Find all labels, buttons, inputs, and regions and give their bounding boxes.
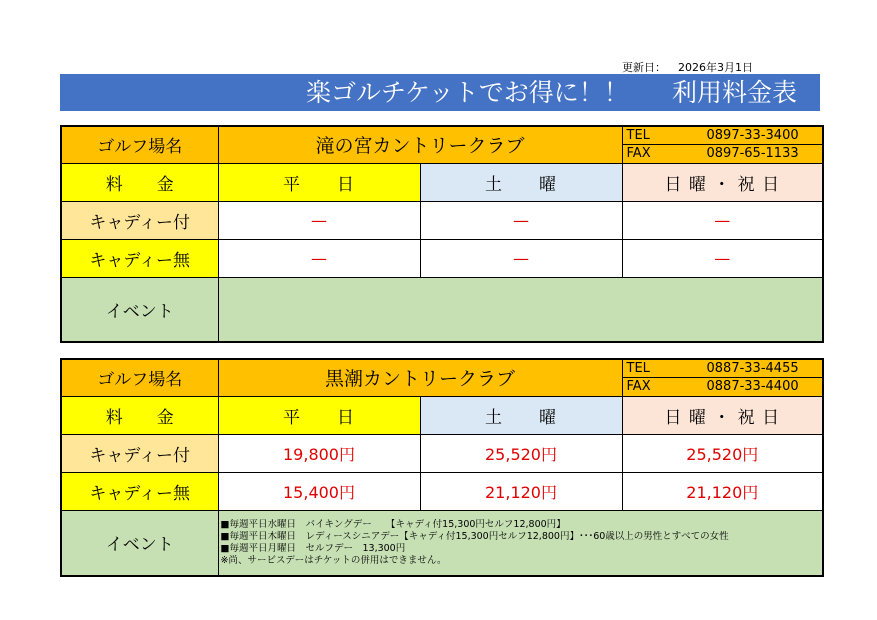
banner-subtitle: 利用料金表 [672, 78, 798, 107]
contact-cell [622, 359, 823, 396]
course-name-label: ゴルフ場名 [61, 126, 218, 163]
course-name-label: ゴルフ場名 [61, 359, 218, 396]
day-header-row [61, 163, 823, 201]
course-name: 滝の宮カントリークラブ [218, 126, 622, 163]
saturday-price: — [420, 239, 622, 277]
day-header-row [61, 396, 823, 434]
updated-value: 2026年3月1日 [678, 61, 753, 74]
fee-label: 料 金 [61, 163, 218, 201]
event-content [218, 277, 823, 342]
caddie-with-label: キャディー付 [61, 434, 218, 472]
event-line: ■毎週平日水曜日 バイキングデー 【キャディ付15,300円セルフ12,800円】 [220, 518, 566, 530]
saturday-price: 21,120円 [420, 472, 622, 510]
fax-line [623, 144, 823, 162]
contact-cell [622, 126, 823, 163]
caddie-with-label: キャディー付 [61, 201, 218, 239]
holiday-price: — [622, 201, 823, 239]
course-header-row [61, 126, 823, 163]
fee-label: 料 金 [61, 396, 218, 434]
table-row [61, 239, 823, 277]
saturday-price: 25,520円 [420, 434, 622, 472]
saturday-header: 土 曜 [420, 163, 622, 201]
caddie-without-label: キャディー無 [61, 472, 218, 510]
tel-number: 0897-33-3400 [706, 128, 799, 144]
banner-title: 楽ゴルチケットでお得に！！ [306, 78, 629, 107]
holiday-header: 日 曜 ・ 祝 日 [622, 163, 823, 201]
weekday-price: 15,400円 [218, 472, 420, 510]
weekday-price: 19,800円 [218, 434, 420, 472]
title-banner [60, 74, 820, 111]
tel-label: TEL [626, 128, 650, 144]
fax-number: 0887-33-4400 [706, 379, 799, 395]
updated-label: 更新日： [622, 61, 666, 74]
table-row [61, 201, 823, 239]
event-line: ※尚、サービスデーはチケットの併用はできません。 [220, 554, 447, 566]
course-header-row [61, 359, 823, 396]
course-table-takinomiya [60, 125, 824, 343]
tel-line [623, 127, 823, 144]
event-row [61, 510, 823, 576]
table-row [61, 434, 823, 472]
table-row [61, 472, 823, 510]
fax-label: FAX [626, 379, 651, 395]
saturday-price: — [420, 201, 622, 239]
holiday-price: — [622, 239, 823, 277]
event-label: イベント [61, 277, 218, 342]
updated-date [622, 59, 753, 75]
weekday-header: 平 日 [218, 396, 420, 434]
course-table-kuroshio [60, 358, 824, 577]
event-content [218, 510, 823, 576]
holiday-header: 日 曜 ・ 祝 日 [622, 396, 823, 434]
fax-label: FAX [626, 146, 651, 162]
weekday-price: — [218, 201, 420, 239]
caddie-without-label: キャディー無 [61, 239, 218, 277]
tel-line [623, 360, 823, 377]
weekday-price: — [218, 239, 420, 277]
fax-line [623, 377, 823, 395]
holiday-price: 25,520円 [622, 434, 823, 472]
event-line: ■毎週平日木曜日 レディースシニアデー【キャディ付15,300円セルフ12,800円】･･･60歳以上の男性とすべての女性 [220, 530, 729, 542]
event-label: イベント [61, 510, 218, 576]
saturday-header: 土 曜 [420, 396, 622, 434]
holiday-price: 21,120円 [622, 472, 823, 510]
tel-label: TEL [626, 361, 650, 377]
course-name: 黒潮カントリークラブ [218, 359, 622, 396]
event-row [61, 277, 823, 342]
weekday-header: 平 日 [218, 163, 420, 201]
tel-number: 0887-33-4455 [706, 361, 799, 377]
fax-number: 0897-65-1133 [706, 146, 799, 162]
event-line: ■毎週平日月曜日 セルフデー 13,300円 [220, 542, 406, 554]
